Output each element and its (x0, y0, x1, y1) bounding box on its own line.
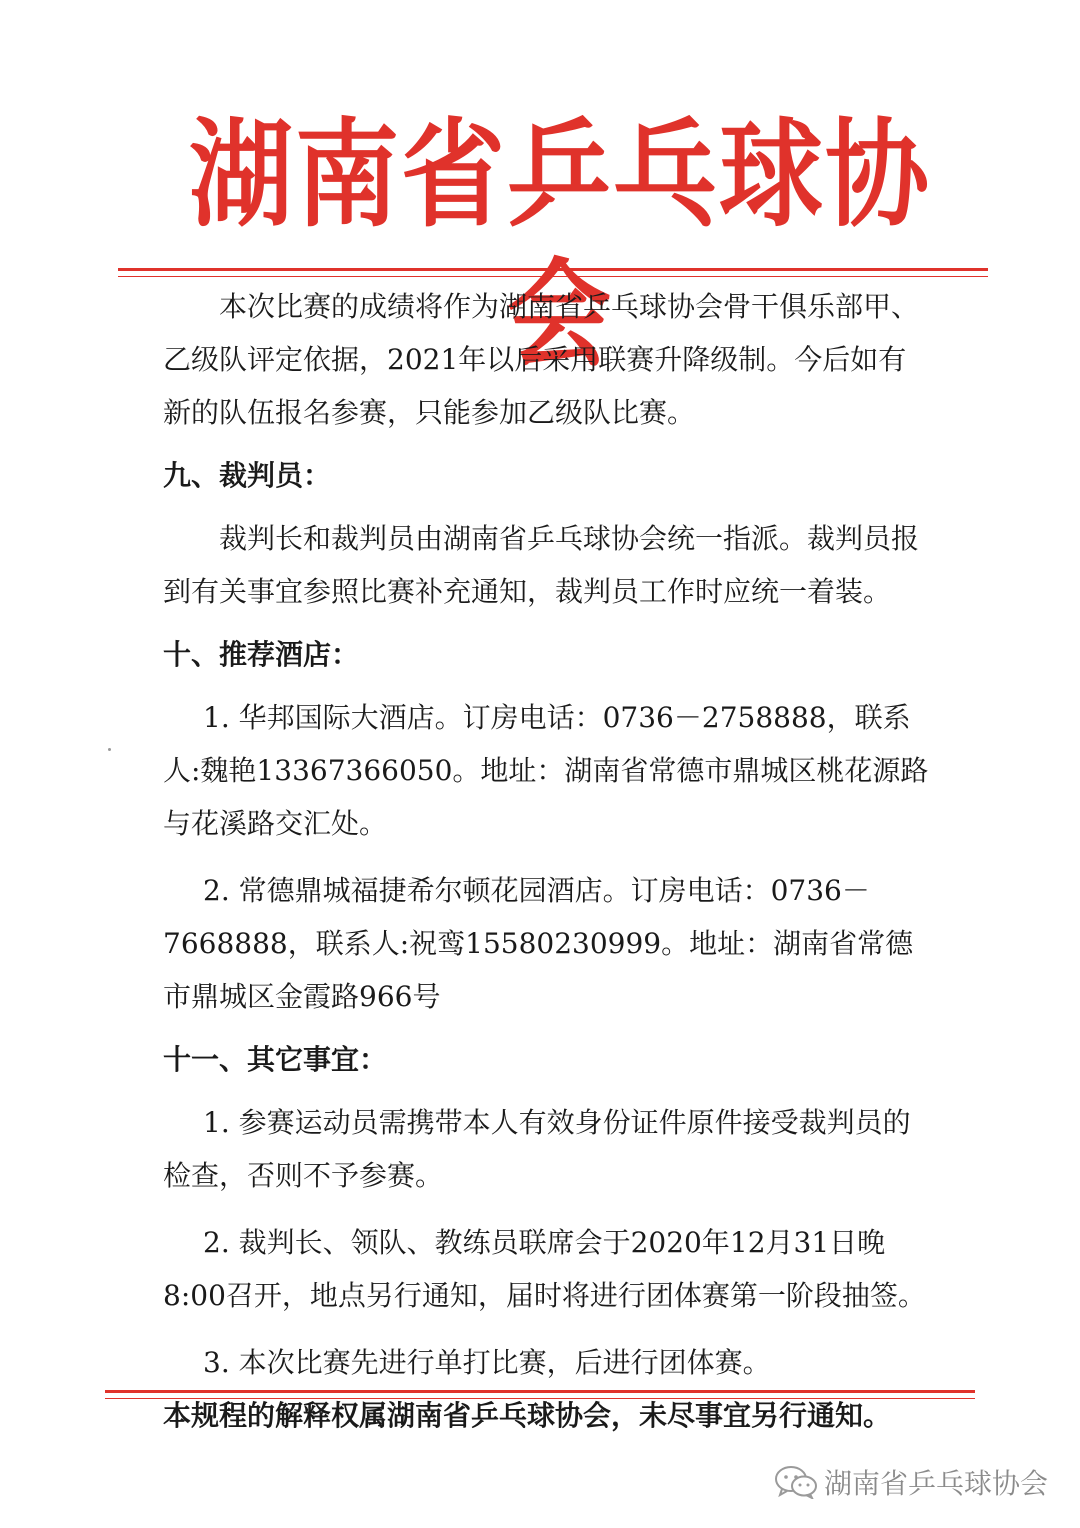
intro-paragraph: 本次比赛的成绩将作为湖南省乒乓球协会骨干俱乐部甲、乙级队评定依据，2021年以后采用联赛升降级制。今后如有新的队伍报名参赛，只能参加乙级队比赛。 (163, 290, 920, 429)
other-item: 3. 本次比赛先进行单打比赛，后进行团体赛。 (203, 1346, 771, 1379)
document-body (163, 280, 933, 1442)
other-item: 1. 参赛运动员需携带本人有效身份证件原件接受裁判员的检查，否则不予参赛。 (163, 1106, 911, 1192)
footer-rule-thick (105, 1390, 975, 1393)
hotel-item: 2. 常德鼎城福捷希尔顿花园酒店。订房电话：0736－7668888，联系人:祝鸾15580230999。地址：湖南省常德市鼎城区金霞路966号 (163, 874, 914, 1013)
hotel-item: 1. 华邦国际大酒店。订房电话：0736－2758888，联系人:魏艳13367366050。地址：湖南省常德市鼎城区桃花源路与花溪路交汇处。 (163, 701, 929, 840)
section-heading-referee: 九、裁判员： (163, 459, 332, 492)
section-heading-hotels: 十、推荐酒店： (163, 638, 360, 671)
section-heading-other: 十一、其它事宜： (163, 1043, 388, 1076)
wechat-watermark (774, 1462, 1048, 1502)
footer-rule-thin (105, 1398, 975, 1399)
closing-statement: 本规程的解释权属湖南省乒乓球协会，未尽事宜另行通知。 (163, 1399, 892, 1432)
other-item: 2. 裁判长、领队、教练员联席会于2020年12月31日晚8:00召开，地点另行通知，届时将进行团体赛第一阶段抽签。 (163, 1226, 926, 1312)
scan-speck (108, 748, 111, 751)
letterhead-rule-thin (118, 276, 988, 277)
wechat-icon (774, 1465, 818, 1499)
watermark-text: 湖南省乒乓球协会 (823, 1467, 1048, 1500)
letterhead-title: 湖南省乒乓球协会 (188, 105, 931, 383)
referee-paragraph: 裁判长和裁判员由湖南省乒乓球协会统一指派。裁判员报到有关事宜参照比赛补充通知，裁判员工作时应统一着装。 (163, 522, 920, 608)
letterhead-rule-thick (118, 268, 988, 271)
